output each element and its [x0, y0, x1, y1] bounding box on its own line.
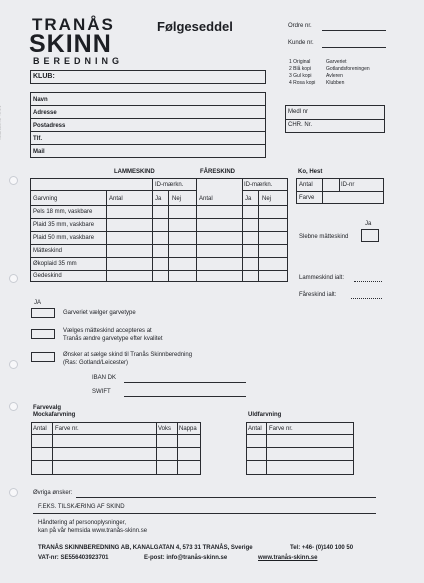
ordre-field[interactable] [322, 30, 386, 31]
contact-label-navn: Navn [33, 97, 48, 103]
faareskind-ialt-label: Fåreskind ialt: [299, 292, 337, 298]
ko-hest-header: Ko, Hest [298, 169, 323, 175]
lamme-antal-label: Antal [109, 196, 123, 202]
copy-to: Avleren [326, 73, 343, 79]
page-title: Følgeseddel [157, 19, 233, 34]
farvevalg-title: Farvevalg [33, 405, 62, 411]
lamme-id-label: ID-mærkn. [155, 182, 184, 188]
kunde-field[interactable] [322, 47, 386, 48]
footer-vat: VAT-nr: SE556403923701 [38, 555, 109, 561]
contact-label-tlf: Tlf. [33, 136, 42, 142]
ordre-label: Ordre nr. [288, 23, 312, 29]
chr-nr-label: CHR. Nr. [288, 122, 312, 128]
uld-farve-label: Farve nr. [269, 426, 293, 432]
footer-company: TRANÅS SKINNBEREDNING AB, KANALGATAN 4, 573 31 TRANÅS, Sverige [38, 545, 253, 551]
lamme-nej-label: Nej [172, 196, 182, 202]
contact-label-postadress: Postadress [33, 123, 66, 129]
faare-nej-label: Nej [262, 196, 272, 202]
brand-line-1: TRANÅS [32, 15, 115, 34]
side-print-code [0, 106, 2, 141]
slebne-checkbox[interactable] [361, 229, 379, 242]
faare-ja-label: Ja [245, 196, 252, 202]
ko-id-label: ID-nr [341, 182, 355, 188]
medl-nr-label: Medl nr [288, 109, 309, 115]
swift-field[interactable] [124, 396, 246, 397]
mocka-title: Mockafarvning [33, 412, 76, 418]
option-1-text: Garveriet vælger garvetype [63, 310, 136, 316]
option-2-text-a: Vælges mätteskind accepteres at [63, 328, 152, 334]
mocka-antal-label: Antal [33, 426, 47, 432]
copy-to: Gotlandsforeningen [326, 66, 370, 72]
faareskind-header: FÅRESKIND [200, 169, 236, 175]
copy-label: 3 Gul kopi [289, 73, 312, 79]
garvning-row: Mätteskind [33, 248, 63, 254]
copy-label: 4 Rosa kopi [289, 80, 316, 86]
voks-label: Voks [158, 426, 172, 432]
lamme-ja-label: Ja [155, 196, 162, 202]
copy-to: Klubben [326, 80, 345, 86]
garvning-label: Garvning [33, 196, 58, 202]
kunde-label: Kunde nr. [288, 40, 314, 46]
lammeskind-ialt-label: Lammeskind ialt: [299, 275, 345, 281]
faare-id-label: ID-mærkn. [244, 182, 273, 188]
privacy-line-2: kan på vår hemsida www.tranås-skinn.se [38, 528, 148, 534]
lammeskind-ialt-field[interactable] [354, 281, 382, 282]
option-checkbox-2[interactable] [31, 329, 55, 339]
punch-hole [9, 488, 18, 497]
privacy-line-1: Håndtering af personoplysninger, [38, 520, 127, 526]
faareskind-ialt-field[interactable] [351, 298, 382, 299]
punch-hole [9, 176, 18, 185]
punch-hole [9, 274, 18, 283]
option-3-text-b: (Ras: Gotland/Leicester) [63, 360, 129, 366]
garvning-row: Plaid 35 mm, vaskbare [33, 222, 95, 228]
ovriga-field[interactable] [76, 497, 376, 498]
brand-line-2: SKINN [29, 30, 112, 58]
brand-line-3: BEREDNING [33, 56, 124, 66]
swift-label: SWIFT [92, 389, 111, 395]
nappa-label: Nappa [179, 426, 197, 432]
garvning-row: Økoplaid 35 mm [33, 261, 77, 267]
contact-label-mail: Mail [33, 149, 45, 155]
copy-label: 2 Blå kopi [289, 66, 311, 72]
contact-box [30, 92, 266, 158]
uld-table [246, 422, 354, 475]
slebne-label: Slebne mätteskind [299, 234, 349, 240]
option-checkbox-3[interactable] [31, 352, 55, 362]
option-2-text-b: Tranås ændre garvetype efter kvalitet [63, 336, 163, 342]
copy-label: 1 Original [289, 59, 311, 65]
footer-web-link[interactable]: www.tranås-skinn.se [258, 555, 318, 561]
klub-field[interactable] [30, 70, 266, 84]
faare-antal-label: Antal [199, 196, 213, 202]
klub-label: KLUB: [33, 73, 55, 80]
garvning-row: Gedeskind [33, 273, 62, 279]
lammeskind-header: LAMMESKIND [114, 169, 155, 175]
ovriga-label: Øvriga ønsker: [33, 490, 73, 496]
option-checkbox-1[interactable] [31, 308, 55, 318]
ko-antal-label: Antal [299, 182, 313, 188]
footer-tel: Tel: +46- (0)140 100 50 [290, 545, 354, 551]
uld-title: Uldfarvning [248, 412, 282, 418]
ko-farve-label: Farve [299, 195, 315, 201]
punch-hole [9, 402, 18, 411]
contact-label-adresse: Adresse [33, 110, 57, 116]
iban-label: IBAN DK [92, 375, 117, 381]
copy-to: Garveriet [326, 59, 347, 65]
garvning-row: Plaid 50 mm, vaskbare [33, 235, 95, 241]
garvning-row: Pels 18 mm, vaskbare [33, 209, 93, 215]
feks-note: F.EKS. TILSKÆRING AF SKIND [38, 504, 125, 510]
mocka-farve-label: Farve nr. [55, 426, 79, 432]
slebne-ja-label: Ja [365, 221, 372, 227]
footer-email: E-post: info@tranås-skinn.se [144, 555, 228, 561]
option-3-text-a: Ønsker at sælge skind til Tranås Skinnberedning [63, 352, 193, 358]
uld-antal-label: Antal [248, 426, 262, 432]
options-ja-label: JA [34, 300, 42, 306]
punch-hole [9, 360, 18, 369]
iban-field[interactable] [124, 382, 246, 383]
